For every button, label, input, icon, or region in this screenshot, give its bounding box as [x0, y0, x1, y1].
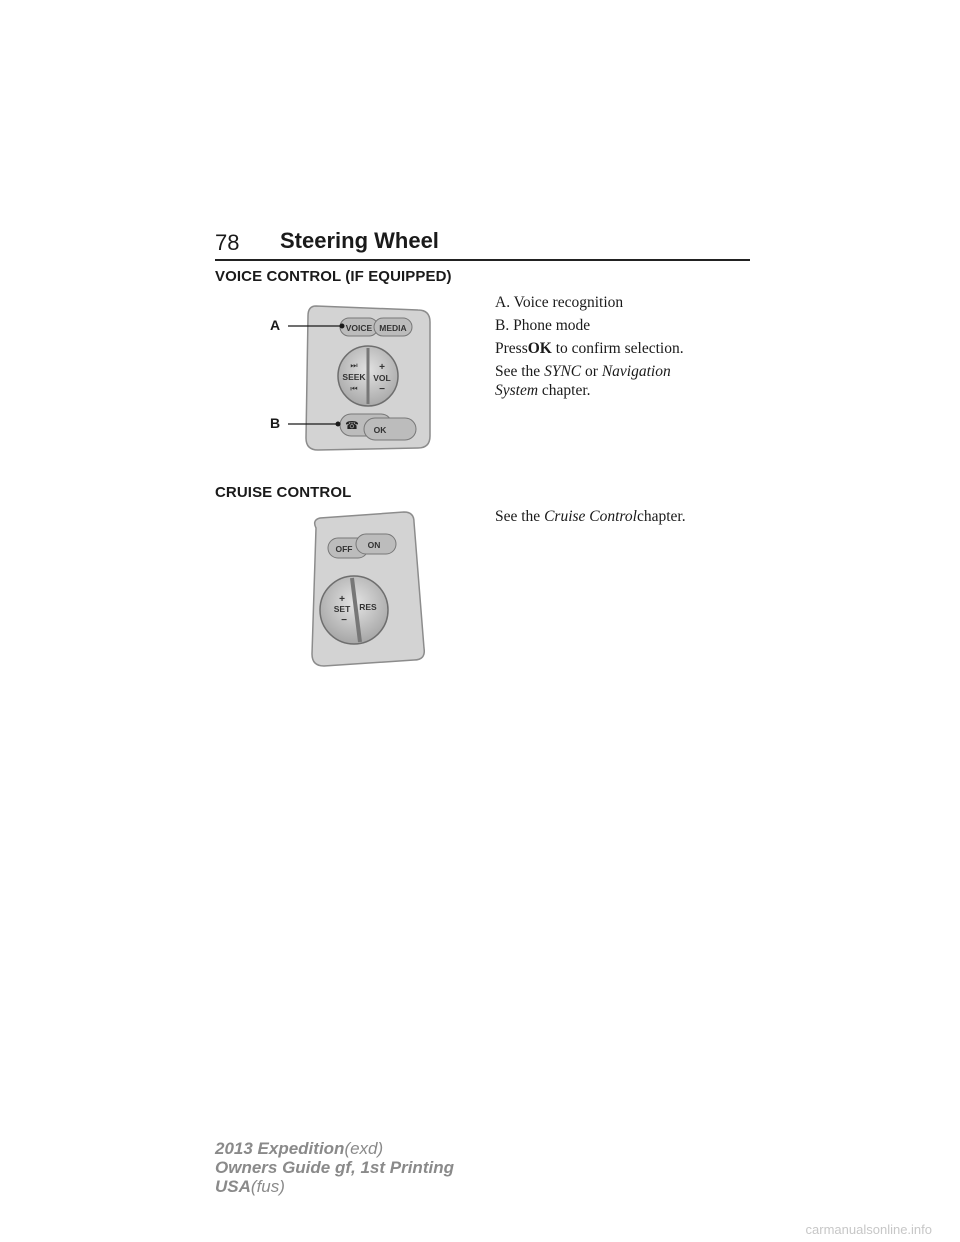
voice-control-heading: VOICE CONTROL (IF EQUIPPED) [215, 268, 452, 285]
ok-button-label: OK [373, 425, 387, 435]
voice-button-label: VOICE [345, 323, 373, 333]
callout-a: A [270, 317, 281, 333]
callout-b-dot [336, 422, 341, 427]
header-rule [215, 259, 750, 261]
vol-minus-label: − [379, 384, 385, 395]
footer-line-1: 2013 Expedition(exd) [215, 1139, 384, 1158]
media-button-label: MEDIA [379, 323, 407, 333]
off-button-label: OFF [335, 544, 353, 554]
seek-label: SEEK [342, 372, 366, 382]
set-plus-label: + [339, 594, 345, 605]
voice-control-description [495, 293, 755, 400]
seek-next-icon: ⏭ [350, 361, 358, 370]
seek-prev-icon: ⏮ [350, 384, 358, 393]
set-minus-label: − [341, 615, 347, 626]
footer-line-3: USA(fus) [215, 1177, 285, 1196]
chapter-title: Steering Wheel [280, 228, 439, 253]
voice-item-a: A. Voice recognition [495, 294, 624, 311]
phone-icon: ☎ [345, 420, 359, 432]
vol-plus-label: + [379, 362, 385, 373]
page-number: 78 [215, 230, 240, 255]
cruise-control-description: See the Cruise Controlchapter. [495, 508, 686, 525]
voice-item-b: B. Phone mode [495, 317, 591, 334]
press-ok-line: PressOK to confirm selection. [495, 340, 684, 357]
cruise-control-heading: CRUISE CONTROL [215, 484, 352, 501]
callout-b: B [270, 415, 281, 431]
voice-control-figure [268, 298, 438, 458]
vol-label: VOL [373, 373, 391, 383]
set-label: SET [333, 604, 351, 614]
watermark: carmanualsonline.info [805, 1222, 932, 1237]
see-sync-line: See the SYNC or Navigation System chapter. [495, 363, 671, 399]
on-button-label: ON [367, 540, 381, 550]
ok-button[interactable] [364, 418, 416, 440]
print-footer [215, 1139, 454, 1196]
callout-a-dot [340, 324, 345, 329]
cruise-control-figure [302, 508, 432, 670]
res-label: RES [359, 602, 377, 612]
footer-line-2: Owners Guide gf, 1st Printing [215, 1158, 454, 1177]
